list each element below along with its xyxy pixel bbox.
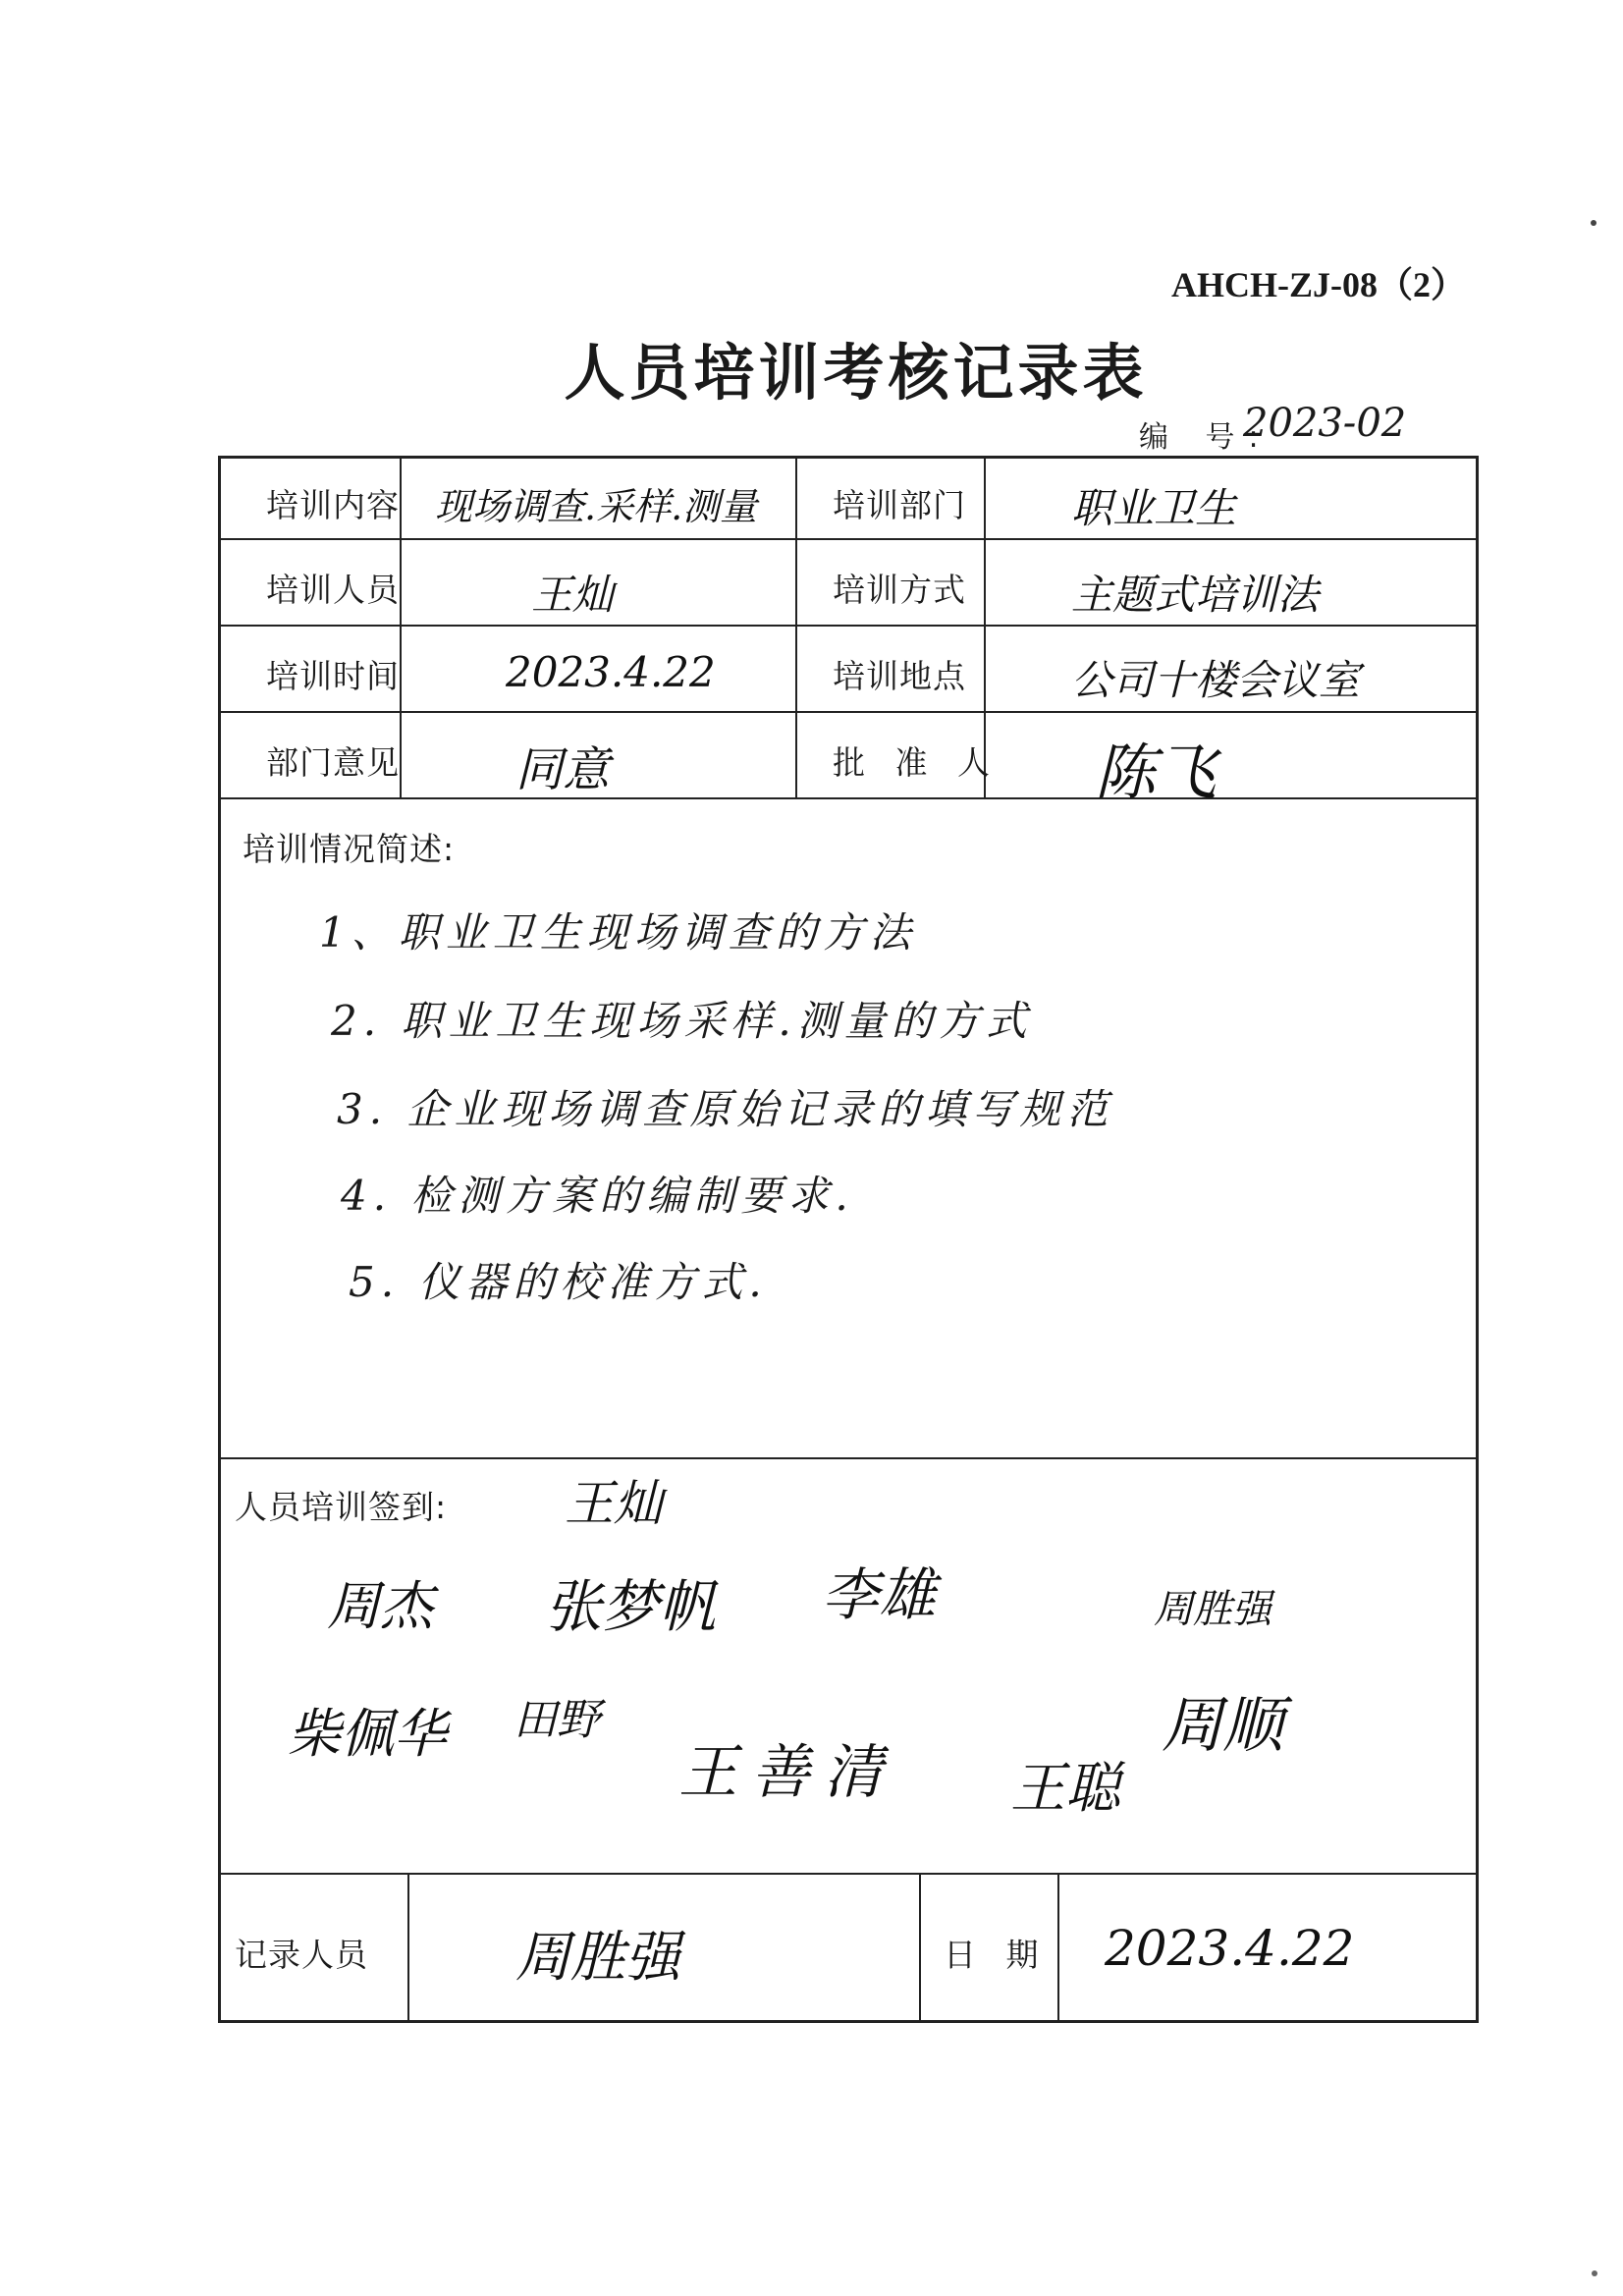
scan-speck: [1591, 220, 1596, 226]
col-divider: [1057, 1873, 1059, 2020]
time-value: 2023.4.22: [506, 648, 716, 696]
trainer-label: 培训人员: [266, 571, 400, 609]
recorder-signature: 周胜强: [515, 1926, 680, 1990]
dept-label: 培训部门: [833, 486, 966, 524]
serial-value: 2023-02: [1243, 401, 1407, 446]
signin-signature: 王善清: [678, 1738, 896, 1807]
approver-signature: 陈飞: [1095, 737, 1217, 808]
summary-item: 1、职业卫生现场调查的方法: [319, 908, 917, 957]
serial-label: 编 号:: [1139, 420, 1272, 455]
col-divider: [407, 1873, 409, 2020]
opinion-value: 同意: [515, 742, 611, 797]
col-divider: [795, 459, 797, 797]
col-divider: [919, 1873, 921, 2020]
record-table: [218, 456, 1479, 2023]
content-value: 现场调查.采样.测量: [435, 485, 758, 528]
document-code: AHCH-ZJ-08（2）: [1171, 265, 1466, 304]
summary-item: 4. 检测方案的编制要求.: [341, 1172, 854, 1220]
signin-signature: 李雄: [822, 1561, 937, 1628]
summary-item: 3. 企业现场调查原始记录的填写规范: [337, 1085, 1114, 1133]
row-divider: [221, 797, 1476, 799]
row-divider: [221, 1457, 1476, 1459]
approver-label: 批 准 人: [833, 743, 1000, 782]
time-label: 培训时间: [266, 657, 400, 695]
signin-signature: 柴佩华: [288, 1703, 447, 1765]
signin-signature: 田野: [514, 1695, 600, 1745]
signin-signature: 周杰: [327, 1575, 433, 1637]
signin-signature: 周胜强: [1154, 1587, 1271, 1632]
dept-value: 职业卫生: [1071, 484, 1237, 532]
summary-item: 2. 职业卫生现场采样.测量的方式: [331, 997, 1033, 1045]
date-label: 日 期: [944, 1936, 1049, 1974]
summary-label: 培训情况简述:: [243, 830, 456, 868]
summary-item: 5. 仪器的校准方式.: [349, 1258, 768, 1306]
page-title: 人员培训考核记录表: [564, 337, 1148, 409]
trainer-value: 王灿: [531, 571, 615, 619]
method-label: 培训方式: [833, 571, 966, 609]
date-value: 2023.4.22: [1105, 1920, 1355, 1977]
row-divider: [221, 538, 1476, 540]
place-value: 公司十楼会议室: [1071, 656, 1361, 704]
signin-label: 人员培训签到:: [235, 1488, 448, 1526]
place-label: 培训地点: [833, 657, 966, 695]
signin-signature: 张梦帆: [545, 1573, 717, 1640]
row-divider: [221, 625, 1476, 627]
opinion-label: 部门意见: [266, 743, 400, 782]
content-label: 培训内容: [266, 486, 400, 524]
scan-speck: [1592, 2270, 1597, 2276]
row-divider: [221, 711, 1476, 713]
signin-signature: 王灿: [565, 1475, 663, 1532]
signin-signature: 周顺: [1162, 1689, 1284, 1761]
recorder-label: 记录人员: [235, 1936, 368, 1974]
signin-signature: 王聪: [1010, 1757, 1120, 1821]
method-value: 主题式培训法: [1071, 571, 1320, 619]
col-divider: [400, 459, 402, 797]
